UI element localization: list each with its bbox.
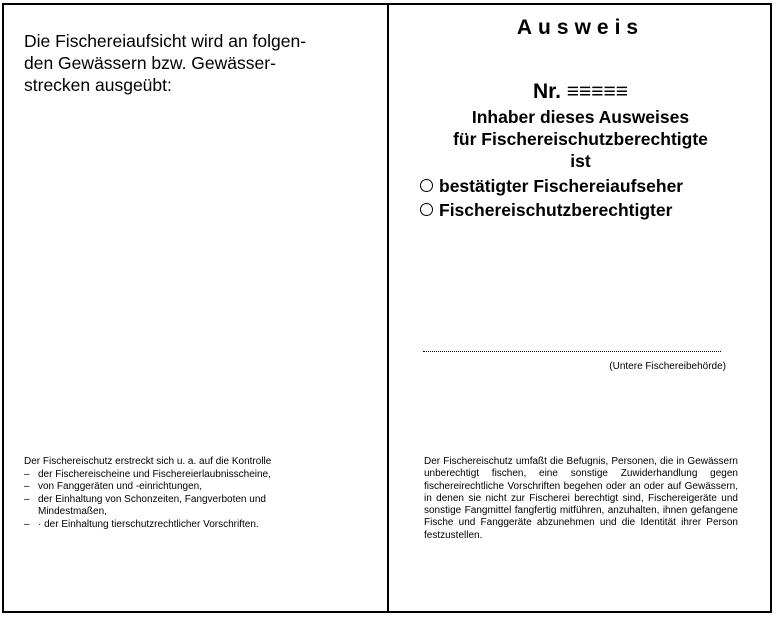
id-number: Nr. ≡≡≡≡≡ (532, 80, 629, 103)
radio-circle-icon[interactable] (420, 179, 433, 192)
document-title: Ausweis (516, 16, 645, 39)
list-dash: – (24, 518, 30, 530)
list-item-text: der Fischereischeine und Fischereierlaubnisscheine, (38, 468, 271, 480)
holder-line: Inhaber dieses Ausweises (471, 107, 690, 127)
holder-statement (389, 106, 772, 172)
list-item (24, 469, 334, 482)
holder-line: für Fischereischutzberechtigte (453, 129, 708, 149)
option-label: Fischereischutzberechtigter (439, 200, 673, 220)
control-intro: Der Fischereischutz erstreckt sich u. a. auf die Kontrolle (24, 456, 272, 467)
list-item-text: der Einhaltung von Schonzeiten, Fangverboten und Mindestmaßen, (38, 493, 266, 517)
list-item (24, 481, 334, 494)
list-item (24, 494, 334, 519)
holder-line: ist (570, 151, 591, 171)
authority-label: (Untere Fischereibehörde) (609, 361, 726, 372)
list-dash: – (24, 481, 30, 492)
list-dash: – (24, 468, 30, 480)
list-item-text: von Fanggeräten und -einrichtungen, (38, 481, 203, 492)
waters-heading-line: den Gewässern bzw. Gewässer- (24, 53, 276, 73)
option-label: bestätigter Fischereiaufseher (439, 176, 684, 196)
option-fischereiaufseher[interactable] (420, 175, 683, 197)
control-scope (24, 456, 334, 531)
list-item (24, 519, 334, 532)
powers-description: Der Fischereischutz umfaßt die Befugnis, Personen, die in Gewässern unberechtigt fischen, eine sonstige Zuwiderhandlung gegen fischereirechtliche Vorschriften begehen oder an oder auf Gewässern, in denen sie nicht zur Fischerei berechtigt sind, Fischereigeräte und sonstige Fangmittel fangfertig mitführen, anzuhalten, ihnen gefangene Fische und Fanggeräte abzunehmen und die Identität ihrer Person festzustellen. (424, 456, 738, 541)
radio-circle-icon[interactable] (420, 203, 433, 216)
waters-heading-line: strecken ausgeübt: (24, 75, 172, 95)
waters-heading-line: Die Fischereiaufsicht wird an folgen- (24, 31, 307, 51)
list-item-text: · der Einhaltung tierschutzrechtlicher Vorschriften. (38, 518, 259, 530)
option-fischereischutzberechtigter[interactable] (420, 199, 672, 221)
list-dash: – (24, 493, 30, 505)
waters-heading (24, 30, 354, 96)
signature-line (423, 351, 721, 352)
